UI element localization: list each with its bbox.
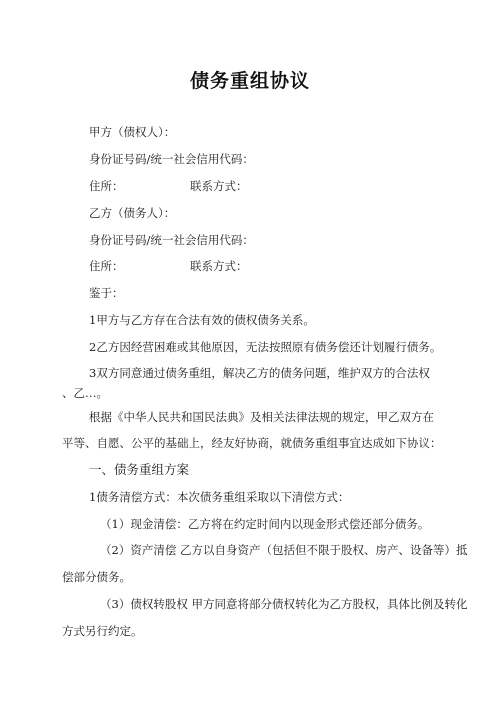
section-1-sub-2-line-2: 偿部分债务。: [62, 570, 131, 584]
recital-item-2: 2乙方因经营困难或其他原因，无法按照原有债务偿还计划履行债务。: [89, 340, 442, 354]
section-1-sub-3-line-1: （3）债权转股权 甲方同意将部分债权转化为乙方股权，具体比例及转化: [100, 597, 468, 611]
party-a-address-label: 住所：: [89, 179, 124, 193]
section-1-sub-1: （1）现金清偿：乙方将在约定时间内以现金形式偿还部分债务。: [100, 517, 430, 531]
party-a-contact-label: 联系方式：: [190, 179, 248, 193]
section-1-heading: 一、债务重组方案: [89, 462, 190, 477]
party-a-id-label: 身份证号码/统一社会信用代码：: [89, 152, 254, 166]
section-1-sub-2-line-1: （2）资产清偿 乙方以自身资产（包括但不限于股权、房产、设备等）抵: [100, 543, 468, 557]
party-a-heading: 甲方（债权人）：: [89, 125, 176, 139]
recital-item-3-line-1: 3双方同意通过债务重组，解决乙方的债务问题，维护双方的合法权: [89, 366, 430, 380]
party-b-id-label: 身份证号码/统一社会信用代码：: [89, 233, 254, 247]
recital-item-1: 1甲方与乙方存在合法有效的债权债务关系。: [89, 313, 315, 327]
section-1-item-1: 1债务清偿方式：本次债务重组采取以下清偿方式：: [89, 490, 350, 504]
party-b-heading: 乙方（债务人）：: [89, 206, 176, 220]
section-1-sub-3-line-2: 方式另行约定。: [62, 624, 143, 638]
basis-line-1: 根据《中华人民共和国民法典》及相关法律法规的规定，甲乙双方在: [89, 410, 434, 424]
recitals-heading: 鉴于：: [89, 286, 124, 300]
recital-item-3-line-2: 、乙…。: [62, 386, 108, 400]
basis-line-2: 平等、自愿、公平的基础上，经友好协商，就债务重组事宜达成如下协议：: [62, 436, 442, 450]
party-b-contact-label: 联系方式：: [190, 259, 248, 273]
document-title: 债务重组协议: [189, 70, 310, 92]
party-b-address-label: 住所：: [89, 259, 124, 273]
